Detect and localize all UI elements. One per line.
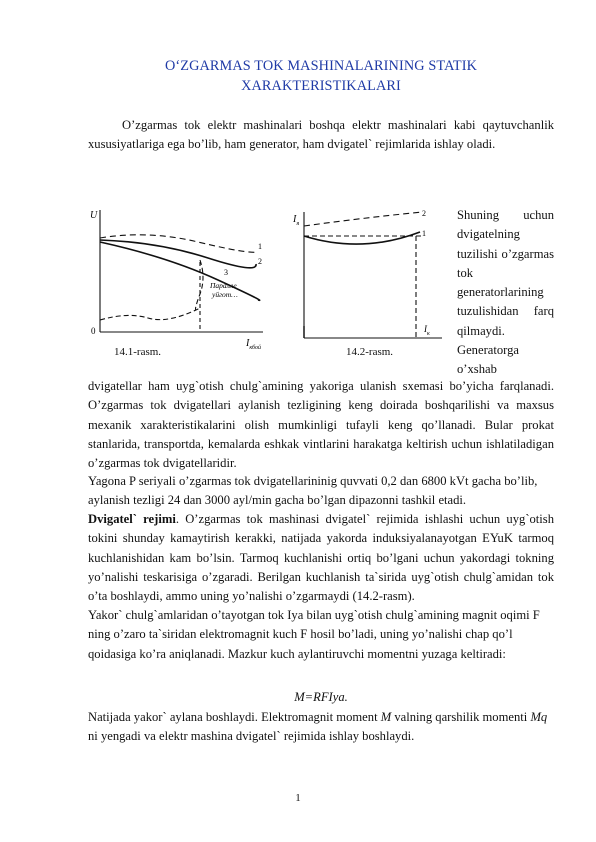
fig1-dash-branch (196, 260, 204, 310)
symbol-mq: Mq (530, 710, 548, 724)
symbol-m: M (380, 710, 392, 724)
paragraph-6-part-c: ni yengadi va elektr mashina dvigatel` rejimida ishlay boshlaydi. (88, 729, 415, 744)
fig1-lower-line (100, 308, 200, 320)
fig2-x-label (423, 324, 430, 337)
side-paragraph: Shuning uchun dvigatelning tuzilishi o’zgarmas tok generatorlarining tuzulishidan farq qilmaydi. Generatorga o’xshab (457, 208, 554, 377)
fig2-x-label-main: I (424, 324, 427, 334)
fig1-annotation-2: уйгот… (212, 290, 238, 299)
paragraph-6 (88, 708, 554, 747)
fig1-caption: 14.1-rasm. (114, 346, 162, 358)
dvigatel-rejimi-heading: Dvigatel` rejimi (88, 512, 176, 526)
fig1-annotation-1: Паралле (210, 281, 237, 290)
fig2-label-2: 2 (422, 209, 426, 218)
fig1-origin: 0 (91, 326, 96, 336)
fig1-label-3: 3 (224, 268, 228, 277)
fig2-y-label (292, 214, 299, 227)
fig2-x-label-sub: к (427, 331, 430, 337)
paragraph-2: dvigatellar ham uyg`otish chulg`amining yakoriga ulanish sxemasi bo’yicha farqlanadi. O’zgarmas tok dvigatellari aylanish tezligining keng doirada boshqarilishi va maxsus mexanik xarakteristikalarini olish mumkinligi tufayli keng qo’llanadi. Bular prokat stanlarida, transportda, kemalarda eshkak vintlarini harakatga keltirish uchun ishlatiladigan o’zgarmas tok dvigatellaridir. (88, 379, 554, 471)
paragraph-6-part-a: Natijada yakor` aylana boshlaydi. Elektromagnit moment (88, 710, 381, 724)
paragraph-3: Yagona P seriyali o’zgarmas tok dvigatellarininig quvvati 0,2 dan 6800 kVt gacha bo’lib, aylanish tezligi 24 dan 3000 ayl/min gacha bo’lgan dipazonni tashkil etadi. (88, 474, 538, 508)
fig2-curve-1 (304, 232, 420, 244)
fig2-y-label-main: I (293, 214, 297, 225)
fig1-x-label-main: I (246, 338, 250, 349)
paragraph-4 (88, 510, 554, 606)
paragraph-5: Yakor` chulg`amlaridan o’tayotgan tok Iya bilan uyg`otish chulg`amining magnit oqimi F ning o’zaro ta`siridan elektromagnit kuch F hosil bo’ladi, uning yo’nalishi chap qo’l qoidasiga ko’ra aniqlanadi. Mazkur kuch aylantiruvchi momentni yuzaga keltiradi: (88, 608, 540, 661)
fig1-label-1: 1 (258, 242, 262, 251)
page-number: 1 (295, 792, 301, 804)
intro-paragraph: O’zgarmas tok elektr mashinalari boshqa elektr mashinalari kabi qaytuvchanlik xususiyatlariga ega bo’lib, ham generator, ham dvigatel` rejimlarida ishlay oladi. (88, 118, 554, 152)
fig1-x-label-sub: кбой (249, 345, 261, 351)
paragraph-6-part-b: valning qarshilik momenti (391, 710, 531, 724)
page-title (88, 56, 554, 96)
fig1-label-2: 2 (258, 257, 262, 266)
formula: M=RFIya. (294, 690, 348, 704)
figure-14-2 (292, 202, 452, 350)
fig1-y-label: U (90, 210, 98, 221)
fig2-caption: 14.2-rasm. (346, 346, 394, 358)
title-line-1: O‘ZGARMAS TOK MASHINALARINING STATIK (164, 58, 478, 74)
paragraph-4-text: . O’zgarmas tok mashinasi dvigatel` rejimida ishlashi uchun uyg`otish tokini shunday kamaytirish kerakki, natijada yakorda induksiyalanayotgan EYuK tarmoq kuchlanishidan kam bo’lsin. Tarmoq kuchlanishi ortiq bo’lgani uchun yakordagi tokning yo’nalishi teskarisiga o’zgaradi. Berilgan kuchlanish ta`sirida uyg`otish chulg`amidan tok o’ta boshlaydi, ammo uning yo’nalishi o’zgarmaydi (14.2-rasm). (88, 512, 555, 604)
fig2-y-label-sub: я (296, 221, 300, 227)
title-line-2: XARAKTERISTIKALARI (241, 78, 401, 94)
fig1-x-label (245, 338, 261, 351)
fig2-label-1: 1 (422, 229, 426, 238)
fig2-curve-2 (304, 212, 422, 226)
figure-14-1 (88, 202, 268, 360)
